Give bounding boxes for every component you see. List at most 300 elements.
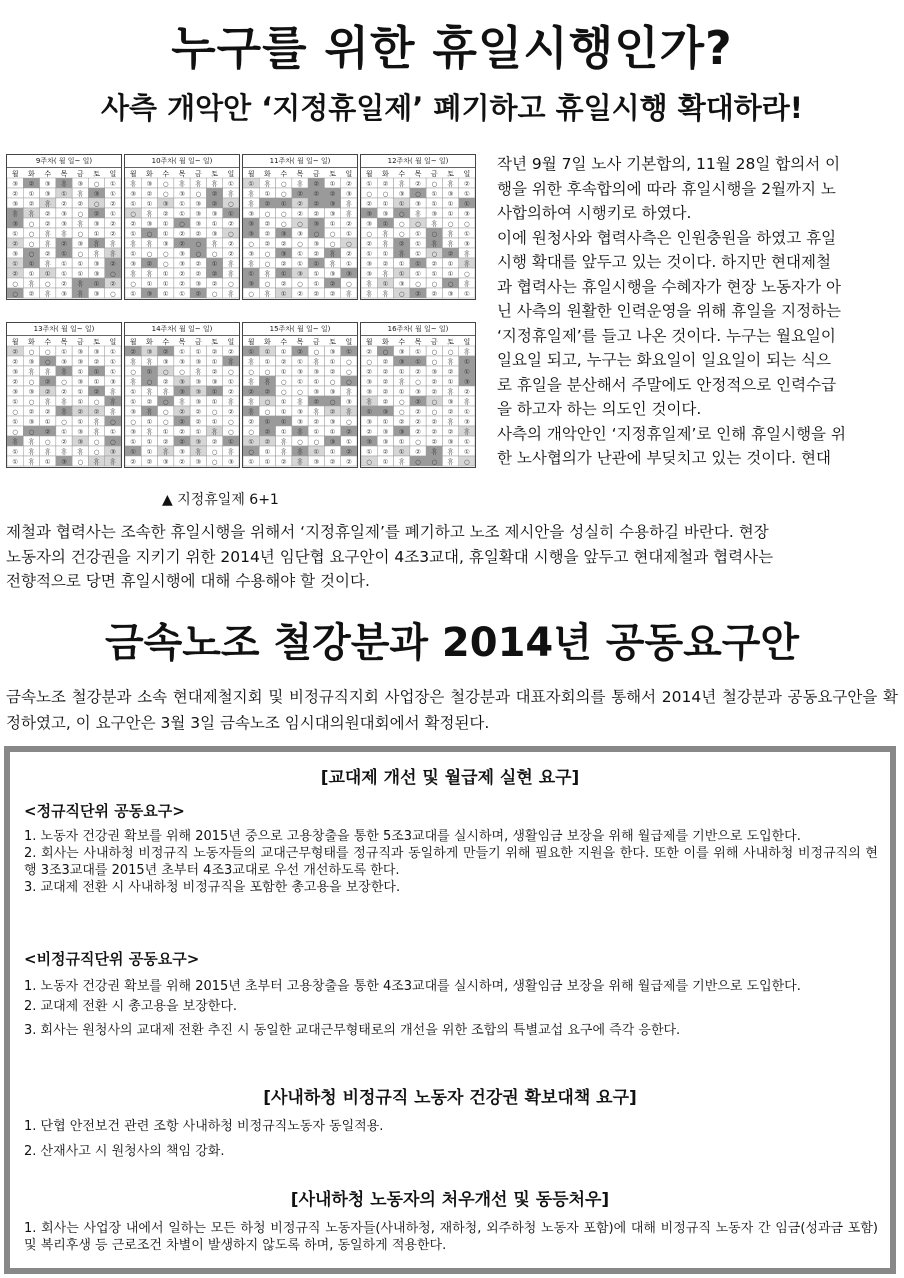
calendar-cell-mark: ○ xyxy=(28,348,35,356)
calendar-cell-mark: ③ xyxy=(329,418,336,426)
calendar-cell-mark: 휴 xyxy=(28,448,35,456)
calendar-cell-mark: ○ xyxy=(398,408,405,416)
calendar-cell-mark: 휴 xyxy=(44,230,51,238)
calendar-cell-mark: ③ xyxy=(77,428,84,436)
calendar-cell-mark: ③ xyxy=(398,428,405,436)
calendar-cell-mark: ○ xyxy=(77,250,84,258)
calendar-day-header: 수 xyxy=(398,170,406,178)
calendar-cell-mark: 휴 xyxy=(93,240,100,248)
calendar-cell-mark: 휴 xyxy=(146,388,153,396)
calendar-cell-mark: ① xyxy=(248,348,255,356)
calendar-cell-mark: ③ xyxy=(77,180,84,188)
calendar-day-header: 화 xyxy=(382,170,389,178)
calendar-grid xyxy=(243,168,357,300)
calendar-cell-mark: ② xyxy=(297,290,303,298)
calendar-cell-mark: ③ xyxy=(77,240,84,248)
calendar-cell-mark: ① xyxy=(313,270,320,278)
calendar-cell-mark: ○ xyxy=(211,250,218,258)
calendar-cell-mark: 휴 xyxy=(296,458,304,466)
calendar-cell-mark: 휴 xyxy=(345,290,352,298)
calendar-cell-mark: ① xyxy=(264,458,271,466)
calendar-cell-mark: ③ xyxy=(313,368,320,376)
calendar-cell-mark: 휴 xyxy=(109,388,116,396)
week-calendar xyxy=(242,322,358,468)
calendar-cell-mark: ① xyxy=(463,448,470,456)
calendar-cell-mark: ○ xyxy=(264,398,271,406)
calendar-cell-mark: ○ xyxy=(110,418,116,426)
calendar-cell-mark: ③ xyxy=(398,348,405,356)
calendar-cell-mark: 휴 xyxy=(44,240,51,248)
section-intro: 금속노조 철강분과 소속 현대제철지회 및 비정규직지회 사업장은 철강분과 대표자회의를 통해서 2014년 철강분과 공동요구안을 확정하였고, 이 요구안은 3월 3일 금속노조 임시대의원대회에서 확정된다. xyxy=(6,688,898,732)
calendar-cell-mark: ○ xyxy=(195,250,202,258)
calendar-cell-mark: ○ xyxy=(346,418,352,426)
calendar-cell-mark: ① xyxy=(109,358,116,366)
calendar-cell-mark: ② xyxy=(366,428,373,436)
calendar-cell-mark: ○ xyxy=(415,458,421,466)
calendar-cell-mark: ① xyxy=(146,368,153,376)
calendar-cell-mark: ① xyxy=(280,348,287,356)
calendar-cell-mark: ③ xyxy=(297,408,303,416)
calendar-cell-mark: ② xyxy=(345,180,352,188)
calendar-cell-mark: ② xyxy=(313,190,320,198)
calendar-cell-mark: ② xyxy=(345,448,352,456)
calendar-cell-mark: ③ xyxy=(130,428,137,436)
calendar-cell-mark: ○ xyxy=(162,398,169,406)
calendar-cell-mark: ○ xyxy=(195,240,202,248)
calendar-cell-mark: ○ xyxy=(162,408,169,416)
calendar-cell-mark: ○ xyxy=(211,458,218,466)
calendar-cell-mark: ③ xyxy=(447,190,454,198)
calendar-cell-mark: ① xyxy=(12,458,19,466)
calendar-cell-mark: 휴 xyxy=(28,280,35,288)
calendar-cell-mark: 휴 xyxy=(77,220,84,228)
calendar-cell-mark: ① xyxy=(109,190,116,198)
calendar-cell-mark: ○ xyxy=(28,240,35,248)
calendar-cell-mark: 휴 xyxy=(60,230,68,238)
calendar-cell-mark: 휴 xyxy=(44,398,51,406)
calendar-cell-mark: ① xyxy=(162,280,169,288)
calendar-cell-mark: ○ xyxy=(329,230,336,238)
calendar-day-header: 금 xyxy=(194,338,202,346)
calendar-cell-mark: ○ xyxy=(162,260,169,268)
calendar-cell-mark: ③ xyxy=(77,378,84,386)
box-subheading: <정규직단위 공동요구> xyxy=(24,802,185,820)
calendar-day-header: 월 xyxy=(365,338,373,346)
calendar-cell-mark: ○ xyxy=(431,250,438,258)
calendar-cell-mark: 휴 xyxy=(227,448,234,456)
article-line: 작년 9월 7일 노사 기본합의, 11월 28일 합의서 이 xyxy=(497,155,841,173)
calendar-cell-mark: ① xyxy=(398,388,405,396)
calendar-cell-mark: ① xyxy=(77,388,84,396)
calendar-cell-mark: ① xyxy=(227,378,234,386)
calendar-cell-mark: ② xyxy=(431,438,438,446)
calendar-cell-mark: ③ xyxy=(398,280,405,288)
calendar-cell-mark: ○ xyxy=(228,280,234,288)
week-label: 15주차( 월 일~ 일) xyxy=(269,325,331,333)
calendar-cell-mark: ② xyxy=(345,428,352,436)
calendar-cell-mark: 휴 xyxy=(227,190,234,198)
calendar-cell-mark: ② xyxy=(382,180,389,188)
calendar-cell-mark: ① xyxy=(329,358,336,366)
calendar-cell-mark: ① xyxy=(12,418,19,426)
calendar-cell-mark: ③ xyxy=(366,418,373,426)
calendar-cell-mark: ② xyxy=(415,428,421,436)
calendar-day-header: 토 xyxy=(93,170,100,178)
calendar-cell-mark: ○ xyxy=(464,270,470,278)
box-heading: [교대제 개선 및 월급제 실현 요구] xyxy=(320,768,580,788)
calendar-day-header: 화 xyxy=(28,338,35,346)
calendar-cell-mark: ① xyxy=(77,270,84,278)
calendar-cell-mark: ③ xyxy=(130,260,137,268)
calendar-cell-mark: ○ xyxy=(162,190,169,198)
calendar-cell-mark: ③ xyxy=(313,458,320,466)
article-line: 한 노사협의가 난관에 부딪치고 있는 것이다. 현대 xyxy=(497,449,831,467)
calendar-day-header: 수 xyxy=(162,338,170,346)
calendar-cell-mark: 휴 xyxy=(178,180,186,188)
calendar-cell-mark: ○ xyxy=(130,280,136,288)
calendar-cell-mark: ② xyxy=(61,438,67,446)
calendar-cell-mark: ① xyxy=(415,250,421,258)
calendar-cell-mark: ② xyxy=(382,358,389,366)
calendar-cell-mark: ① xyxy=(415,270,421,278)
calendar-cell-mark: ① xyxy=(179,348,185,356)
calendar-cell-mark: ○ xyxy=(146,378,153,386)
calendar-cell-mark: ○ xyxy=(77,210,84,218)
calendar-cell-mark: ③ xyxy=(297,230,303,238)
calendar-cell-mark: ② xyxy=(227,408,234,416)
calendar-cell-mark: ② xyxy=(415,448,421,456)
calendar-cell-mark: 휴 xyxy=(345,210,352,218)
calendar-cell-mark: 휴 xyxy=(195,180,202,188)
calendar-cell-mark: 휴 xyxy=(227,260,234,268)
calendar-cell-mark: ① xyxy=(382,250,389,258)
calendar-day-header: 월 xyxy=(129,170,137,178)
week-label: 13주차( 월 일~ 일) xyxy=(33,325,95,333)
calendar-cell-mark: ② xyxy=(12,358,19,366)
calendar-cell-mark: ○ xyxy=(431,398,438,406)
calendar-day-header: 수 xyxy=(398,338,406,346)
calendar-cell-mark: ① xyxy=(313,448,320,456)
calendar-cell-mark: ③ xyxy=(61,358,67,366)
calendar-cell-mark: ○ xyxy=(264,280,271,288)
calendar-cell-mark: ① xyxy=(398,200,405,208)
calendar-cell-mark: ② xyxy=(227,250,234,258)
calendar-cell-mark: ① xyxy=(179,200,185,208)
calendar-day-header: 수 xyxy=(162,170,170,178)
calendar-cell-mark: ③ xyxy=(463,240,470,248)
calendar-cell-mark: ② xyxy=(329,290,336,298)
demand-item: 3. 회사는 원청사의 교대제 전환 추진 시 동일한 교대근무형태로의 개선을 위한 조합의 특별교섭 요구에 즉각 응한다. xyxy=(24,1023,681,1038)
section-title: 금속노조 철강분과 2014년 공동요구안 xyxy=(104,620,800,666)
calendar-cell-mark: ② xyxy=(93,388,100,396)
calendar-cell-mark: ③ xyxy=(93,290,100,298)
calendar-grid xyxy=(125,336,239,468)
calendar-cell-mark: ③ xyxy=(248,230,255,238)
calendar-cell-mark: ① xyxy=(398,438,405,446)
calendar-cell-mark: ③ xyxy=(179,388,185,396)
calendar-cell-mark: ○ xyxy=(431,458,438,466)
calendar-cell-mark: ② xyxy=(61,200,67,208)
calendar-cell-mark: ① xyxy=(44,270,51,278)
calendar-day-header: 토 xyxy=(93,338,100,346)
calendar-cell-mark: ① xyxy=(248,458,255,466)
calendar-cell-mark: ○ xyxy=(398,210,405,218)
calendar-cell-mark: ○ xyxy=(297,280,303,288)
calendar-cell-mark: ○ xyxy=(398,398,405,406)
calendar-day-header: 수 xyxy=(280,170,288,178)
week-calendar xyxy=(6,322,122,468)
calendar-cell-mark: ② xyxy=(28,180,35,188)
calendar-day-header: 수 xyxy=(44,338,52,346)
calendar-cell-mark: ① xyxy=(431,270,438,278)
calendar-cell-mark: ③ xyxy=(463,378,470,386)
calendar-cell-mark: ② xyxy=(447,368,454,376)
calendar-cell-mark: ② xyxy=(366,368,373,376)
figure-caption: ▲ 지정휴일제 6+1 xyxy=(162,492,279,508)
calendar-cell-mark: ① xyxy=(109,180,116,188)
calendar-cell-mark: ○ xyxy=(382,348,389,356)
calendar-cell-mark: ○ xyxy=(179,220,185,228)
calendar-cell-mark: ① xyxy=(109,348,116,356)
calendar-cell-mark: ○ xyxy=(146,250,153,258)
calendar-cell-mark: ○ xyxy=(110,290,116,298)
calendar-cell-mark: 휴 xyxy=(93,458,100,466)
calendar-cell-mark: 휴 xyxy=(248,200,255,208)
calendar-cell-mark: 휴 xyxy=(431,448,438,456)
calendar-cell-mark: ② xyxy=(313,210,320,218)
calendar-cell-mark: ② xyxy=(227,388,234,396)
calendar-cell-mark: ① xyxy=(109,368,116,376)
article-line: 노동자의 건강권을 지키기 위한 2014년 임단협 요구안이 4조3교대, 휴일확대 시행을 앞두고 현대제철과 협력사는 xyxy=(6,547,774,566)
calendar-cell-mark: ② xyxy=(12,270,19,278)
calendar-cell-mark: ① xyxy=(431,200,438,208)
calendar-cell-mark: ② xyxy=(227,220,234,228)
calendar-cell-mark: ○ xyxy=(415,220,421,228)
calendar-cell-mark: ③ xyxy=(195,210,202,218)
calendar-cell-mark: ① xyxy=(146,448,153,456)
calendar-cell-mark: ② xyxy=(146,190,153,198)
calendar-cell-mark: ③ xyxy=(28,388,35,396)
calendar-cell-mark: ② xyxy=(415,368,421,376)
calendar-cell-mark: ○ xyxy=(280,210,287,218)
calendar-cell-mark: 휴 xyxy=(382,240,389,248)
calendar-cell-mark: 휴 xyxy=(366,280,373,288)
calendar-cell-mark: 휴 xyxy=(463,260,470,268)
calendar-cell-mark: ○ xyxy=(329,240,336,248)
calendar-cell-mark: ③ xyxy=(447,290,454,298)
calendar-cell-mark: ① xyxy=(447,270,454,278)
calendar-cell-mark: ② xyxy=(264,230,271,238)
calendar-cell-mark: ② xyxy=(12,348,19,356)
calendar-cell-mark: ① xyxy=(61,348,67,356)
calendar-cell-mark: ② xyxy=(44,428,51,436)
calendar-cell-mark: ○ xyxy=(431,408,438,416)
calendar-cell-mark: ① xyxy=(248,438,255,446)
calendar-cell-mark: ③ xyxy=(162,358,169,366)
calendar-cell-mark: ① xyxy=(77,368,84,376)
calendar-cell-mark: ② xyxy=(345,220,352,228)
calendar-cell-mark: ① xyxy=(313,378,320,386)
calendar-day-header: 토 xyxy=(447,170,454,178)
calendar-day-header: 화 xyxy=(264,338,271,346)
calendar-cell-mark: ② xyxy=(179,280,185,288)
calendar-cell-mark: 휴 xyxy=(463,348,470,356)
calendar-cell-mark: ○ xyxy=(162,418,169,426)
calendar-cell-mark: 휴 xyxy=(12,438,19,446)
calendar-cell-mark: 휴 xyxy=(447,418,454,426)
calendar-day-header: 월 xyxy=(247,338,255,346)
calendar-day-header: 일 xyxy=(463,338,471,346)
calendar-day-header: 월 xyxy=(11,170,19,178)
calendar-cell-mark: ○ xyxy=(44,438,51,446)
calendar-cell-mark: 휴 xyxy=(329,260,336,268)
calendar-cell-mark: ② xyxy=(431,378,438,386)
calendar-cell-mark: ① xyxy=(93,378,100,386)
calendar-cell-mark: ○ xyxy=(61,378,67,386)
calendar-cell-mark: ○ xyxy=(264,260,271,268)
calendar-cell-mark: 휴 xyxy=(109,250,116,258)
calendar-cell-mark: 휴 xyxy=(264,270,271,278)
calendar-cell-mark: 휴 xyxy=(382,270,389,278)
calendar-cell-mark: ○ xyxy=(93,398,100,406)
calendar-day-header: 일 xyxy=(463,170,471,178)
calendar-cell-mark: ② xyxy=(28,290,35,298)
calendar-cell-mark: 휴 xyxy=(264,378,271,386)
demand-item: 2. 회사는 사내하청 비정규직 노동자들의 교대근무형태를 정규직과 동일하게 만들기 위해 필요한 지원을 한다. 또한 이를 위해 사내하청 비정규직의 현행 3조3교대를 2015년 초부터 4조3교대로 우선 개선하도록 한다. xyxy=(24,846,878,878)
calendar-cell-mark: ○ xyxy=(228,418,234,426)
page-subtitle: 사측 개악안 ‘지정휴일제’ 폐기하고 휴일시행 확대하라! xyxy=(100,91,804,125)
calendar-cell-mark: ② xyxy=(297,200,303,208)
calendar-cell-mark: ③ xyxy=(12,368,19,376)
calendar-cell-mark: ① xyxy=(28,260,35,268)
calendar-cell-mark: ② xyxy=(264,240,271,248)
calendar-cell-mark: ○ xyxy=(398,290,405,298)
week-calendar xyxy=(6,154,122,300)
calendar-cell-mark: 휴 xyxy=(44,260,51,268)
calendar-day-header: 금 xyxy=(76,170,84,178)
calendar-cell-mark: ② xyxy=(12,190,19,198)
calendar-cell-mark: ③ xyxy=(366,388,373,396)
calendar-day-header: 일 xyxy=(345,338,353,346)
calendar-cell-mark: 휴 xyxy=(93,428,100,436)
calendar-cell-mark: ① xyxy=(415,240,421,248)
article-line: 전향적으로 당면 휴일시행에 대해 수용해야 할 것이다. xyxy=(6,572,370,590)
calendar-cell-mark: ③ xyxy=(366,210,373,218)
calendar-cell-mark: ③ xyxy=(195,378,202,386)
calendar-cell-mark: 휴 xyxy=(195,368,202,376)
week-calendar xyxy=(124,322,240,468)
calendar-cell-mark: ③ xyxy=(195,200,202,208)
calendar-cell-mark: ② xyxy=(130,458,137,466)
calendar-cell-mark: ① xyxy=(297,260,303,268)
calendar-cell-mark: ① xyxy=(109,428,116,436)
calendar-cell-mark: ② xyxy=(463,180,470,188)
calendar-cell-mark: 휴 xyxy=(162,448,169,456)
calendar-cell-mark: 휴 xyxy=(431,220,438,228)
calendar-cell-mark: 휴 xyxy=(296,180,304,188)
calendar-cell-mark: ③ xyxy=(195,220,202,228)
calendar-cell-mark: ○ xyxy=(464,220,470,228)
calendar-cell-mark: ① xyxy=(264,348,271,356)
calendar-cell-mark: ○ xyxy=(366,358,372,366)
calendar-cell-mark: 휴 xyxy=(146,408,153,416)
article-line: 사측의 개악안인 ‘지정휴일제’로 인해 휴일시행을 위 xyxy=(497,424,846,443)
demand-item: 1. 노동자 건강권 확보를 위해 2015년 중으로 고용창출을 통한 5조3교대를 실시하며, 생활임금 보장을 위해 월급제를 기반으로 도입한다. xyxy=(24,829,801,844)
calendar-cell-mark: 휴 xyxy=(345,200,352,208)
calendar-day-header: 목 xyxy=(296,170,304,178)
calendar-cell-mark: ② xyxy=(44,220,51,228)
calendar-cell-mark: ○ xyxy=(366,230,372,238)
calendar-cell-mark: ② xyxy=(248,388,255,396)
calendar-day-header: 월 xyxy=(11,338,19,346)
calendar-cell-mark: 휴 xyxy=(146,270,153,278)
calendar-cell-mark: ② xyxy=(297,348,303,356)
calendar-cell-mark: ③ xyxy=(146,290,153,298)
calendar-cell-mark: ② xyxy=(227,348,234,356)
article-line: 로 휴일을 분산해서 주말에도 안정적으로 인력수급 xyxy=(497,375,837,394)
calendar-cell-mark: ③ xyxy=(345,270,352,278)
calendar-cell-mark: ③ xyxy=(130,190,137,198)
calendar-cell-mark: ③ xyxy=(227,458,234,466)
calendar-cell-mark: ① xyxy=(280,408,287,416)
calendar-cell-mark: ② xyxy=(44,378,51,386)
calendar-cell-mark: ○ xyxy=(297,240,303,248)
calendar-cell-mark: ① xyxy=(329,180,336,188)
calendar-cell-mark: 휴 xyxy=(178,398,186,406)
calendar-day-header: 목 xyxy=(414,338,422,346)
calendar-cell-mark: 휴 xyxy=(447,240,454,248)
calendar-day-header: 월 xyxy=(247,170,255,178)
calendar-cell-mark: ① xyxy=(398,448,405,456)
calendar-grid xyxy=(361,168,475,300)
demand-item: 1. 단협 안전보건 관련 조항 사내하청 비정규직노동자 동일적용. xyxy=(24,1119,384,1134)
calendar-cell-mark: ③ xyxy=(431,210,438,218)
calendar-cell-mark: ① xyxy=(345,260,352,268)
calendar-cell-mark: ② xyxy=(447,250,454,258)
calendar-cell-mark: ① xyxy=(463,368,470,376)
calendar-cell-mark: ○ xyxy=(110,438,116,446)
calendar-cell-mark: 휴 xyxy=(28,210,35,218)
calendar-cell-mark: ○ xyxy=(415,280,421,288)
calendar-cell-mark: ② xyxy=(248,418,255,426)
calendar-cell-mark: ③ xyxy=(61,290,67,298)
calendar-cell-mark: ③ xyxy=(195,358,202,366)
calendar-cell-mark: ③ xyxy=(211,230,218,238)
calendar-cell-mark: ○ xyxy=(280,180,287,188)
article-line: ‘지정휴일제’를 들고 나온 것이다. 누구는 월요일이 xyxy=(497,326,836,345)
calendar-cell-mark: ② xyxy=(146,398,153,406)
calendar-cell-mark: ③ xyxy=(329,210,336,218)
calendar-cell-mark: ① xyxy=(297,378,303,386)
calendar-cell-mark: ① xyxy=(264,418,271,426)
calendar-day-header: 일 xyxy=(345,170,353,178)
calendar-cell-mark: ② xyxy=(398,240,405,248)
calendar-cell-mark: ② xyxy=(195,260,202,268)
calendar-cell-mark: ○ xyxy=(146,230,153,238)
calendar-cell-mark: ② xyxy=(146,260,153,268)
calendar-cell-mark: ③ xyxy=(162,240,169,248)
calendar-cell-mark: ② xyxy=(382,448,389,456)
calendar-cell-mark: ① xyxy=(415,358,421,366)
calendar-cell-mark: ③ xyxy=(313,388,320,396)
calendar-cell-mark: ③ xyxy=(329,438,336,446)
calendar-cell-mark: ○ xyxy=(44,348,51,356)
calendar-cell-mark: ○ xyxy=(346,240,352,248)
calendar-cell-mark: ① xyxy=(280,398,287,406)
calendar-cell-mark: ③ xyxy=(195,280,202,288)
calendar-cell-mark: ① xyxy=(382,220,389,228)
calendar-day-header: 금 xyxy=(312,338,320,346)
